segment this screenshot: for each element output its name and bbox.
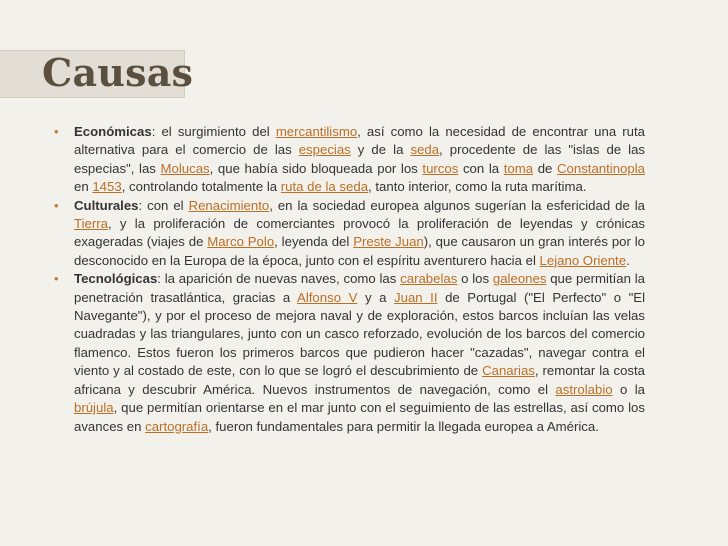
text-link[interactable]: Molucas	[160, 160, 210, 176]
text-fragment: : con el	[138, 197, 189, 213]
text-fragment: , en la sociedad europea algunos sugerían la esfericidad de la	[269, 197, 645, 213]
text-fragment: , procedente de las "islas de las especias", las	[74, 142, 645, 176]
bullet-icon: •	[54, 271, 59, 287]
bullet-term: Económicas	[74, 124, 152, 139]
text-link[interactable]: mercantilismo	[275, 124, 358, 139]
text-fragment: .	[626, 252, 630, 268]
text-link[interactable]: toma	[503, 160, 534, 176]
text-fragment: , tanto interior, como la ruta marítima.	[368, 179, 587, 195]
text-fragment: en	[74, 179, 93, 195]
text-link[interactable]: especias	[298, 142, 351, 158]
text-fragment: , controlando totalmente la	[121, 179, 281, 195]
text-link[interactable]: turcos	[422, 160, 459, 176]
text-link[interactable]: Alfonso V	[297, 289, 358, 305]
text-link[interactable]: astrolabio	[555, 381, 613, 397]
text-fragment: y a	[357, 289, 395, 305]
text-link[interactable]: Marco Polo	[207, 234, 275, 250]
page-title: Causas	[42, 50, 194, 95]
text-fragment: : la aparición de nuevas naves, como las	[157, 271, 401, 287]
text-link[interactable]: Lejano Oriente	[539, 252, 627, 268]
slide-content	[50, 123, 645, 436]
bullet-culturales	[50, 197, 645, 271]
bullet-text	[74, 198, 645, 268]
bullet-economicas	[50, 123, 645, 197]
text-fragment: , remontar la costa africana y descubrir América. Nuevos instrumentos de navegación, como el	[74, 363, 645, 397]
text-fragment: , y la proliferación de comerciantes provocó la proliferación de leyendas y crónicas exageradas (viajes de	[74, 216, 645, 250]
text-link[interactable]: Constantinopla	[557, 160, 645, 176]
text-fragment: , que permitían orientarse en el mar junto con el seguimiento de las estrellas, así como los avances en	[74, 400, 645, 434]
text-link[interactable]: cartografía	[145, 418, 209, 434]
text-fragment: : el surgimiento del	[151, 124, 276, 139]
bullet-list	[50, 123, 645, 436]
text-link[interactable]: Tierra	[74, 216, 108, 232]
text-fragment: o los	[457, 271, 493, 287]
bullet-tecnologicas	[50, 270, 645, 436]
text-fragment: con la	[458, 160, 504, 176]
text-link[interactable]: galeones	[492, 271, 547, 287]
text-fragment: de Portugal ("El Perfecto" o "El Navegante"), y por el proceso de mejora naval y de exploración, estos barcos incluían las velas cuadradas y las triangulares, junto con un casco reforzado, evolución de los barcos del comercio flamenco. Estos fueron los primeros barcos que pudieron hacer "cazadas", navegar contra el viento y al costado de este, con lo que se logró el descubrimiento de	[74, 289, 646, 379]
text-fragment: ), que causaron un gran interés por lo desconocido en la Europa de la época, junto con el espíritu aventurero hacia el	[74, 234, 646, 268]
text-fragment: o la	[612, 381, 645, 397]
text-fragment: , leyenda del	[274, 234, 354, 250]
text-link[interactable]: carabelas	[400, 271, 458, 287]
text-link[interactable]: seda	[410, 142, 440, 158]
bullet-term: Culturales	[74, 197, 139, 213]
text-fragment: , así como la necesidad de encontrar una ruta alternativa para el comercio de las	[74, 124, 645, 158]
text-link[interactable]: 1453	[92, 179, 122, 195]
text-fragment: , que había sido bloqueada por los	[209, 160, 423, 176]
text-fragment: que permitían la penetración trasatlántica, gracias a	[74, 271, 646, 305]
bullet-term: Tecnológicas	[74, 271, 158, 287]
bullet-text	[74, 124, 645, 194]
text-link[interactable]: Renacimiento	[188, 197, 270, 213]
text-link[interactable]: Canarias	[482, 363, 535, 379]
text-fragment: , fueron fundamentales para permitir la llegada europea a América.	[208, 418, 599, 434]
text-link[interactable]: Juan II	[394, 289, 438, 305]
bullet-text	[74, 271, 645, 433]
text-link[interactable]: Preste Juan	[353, 234, 424, 250]
text-link[interactable]: ruta de la seda	[280, 179, 369, 195]
text-link[interactable]: brújula	[74, 400, 114, 416]
text-fragment: de	[533, 160, 558, 176]
bullet-icon: •	[54, 124, 59, 139]
bullet-icon: •	[54, 197, 59, 213]
text-fragment: y de la	[350, 142, 411, 158]
